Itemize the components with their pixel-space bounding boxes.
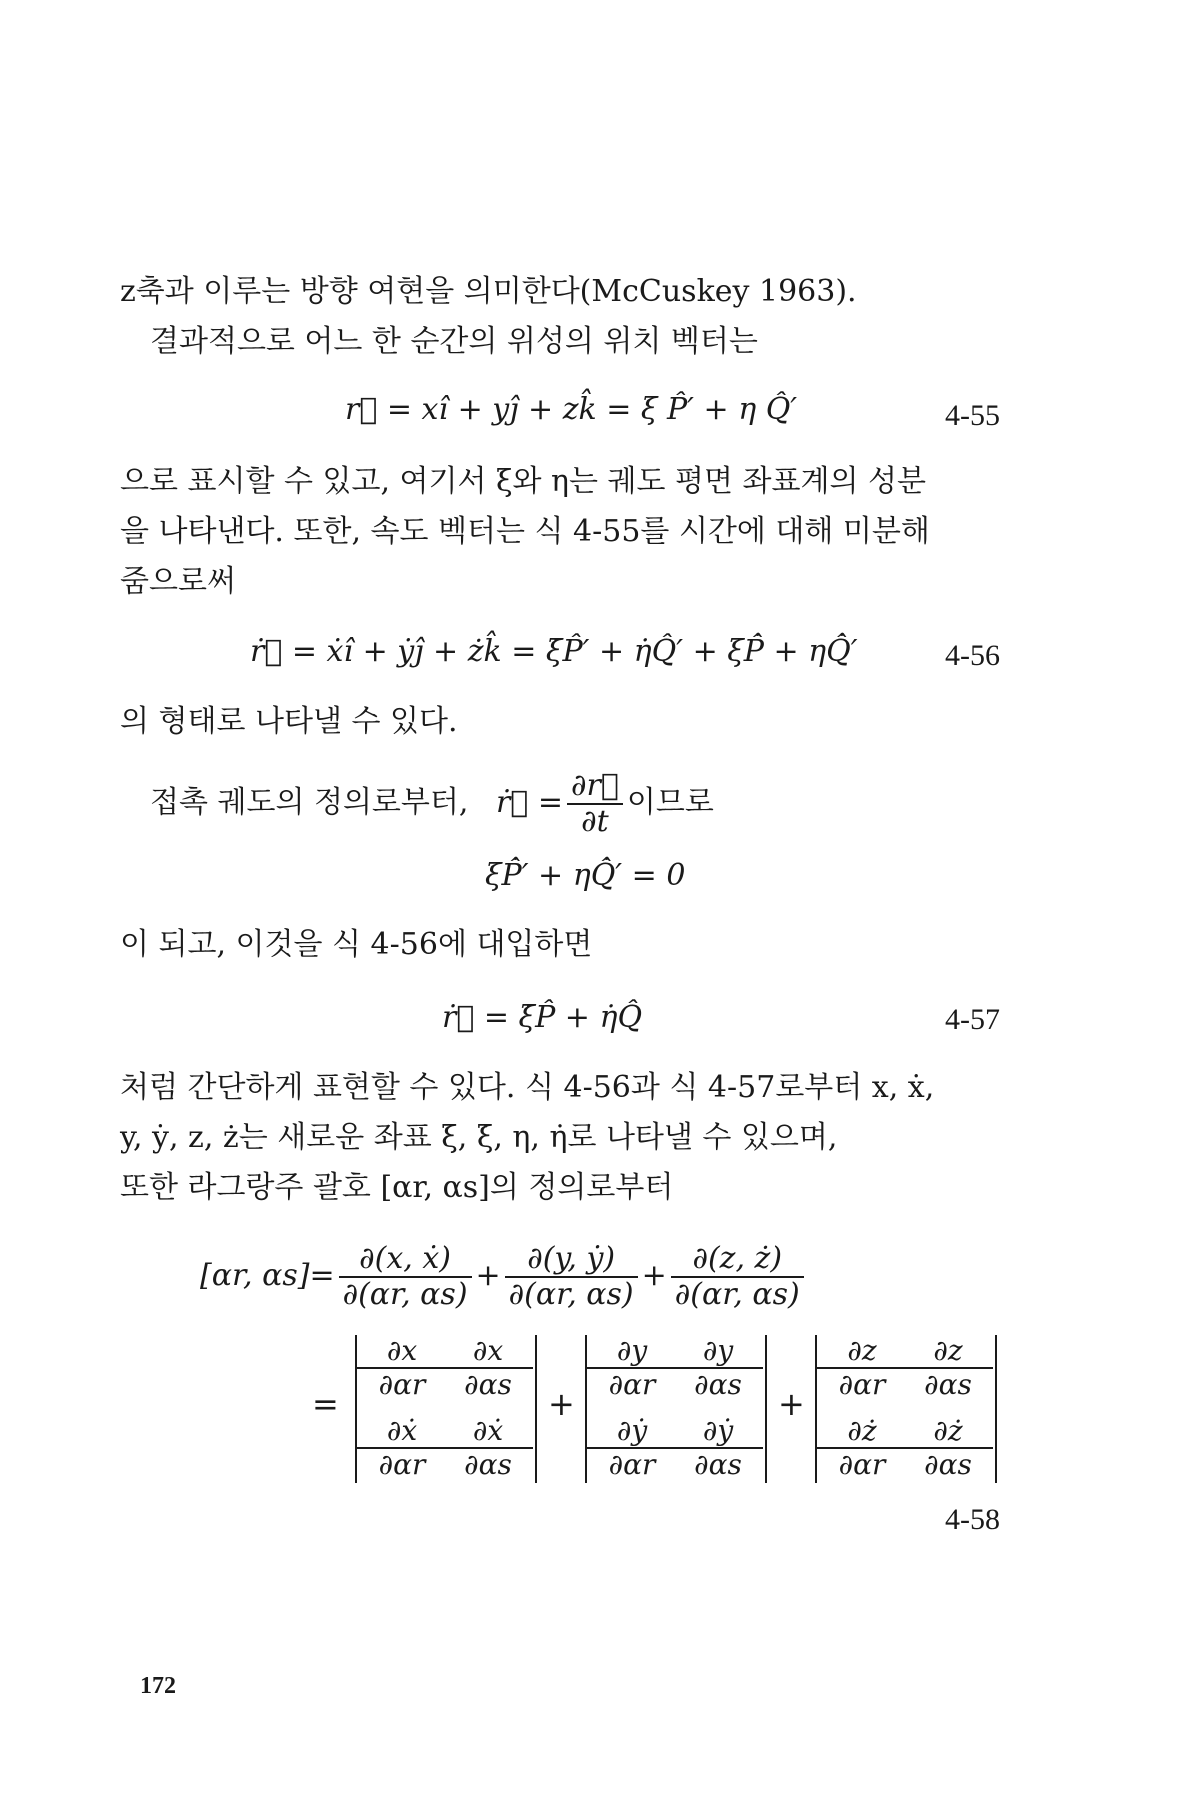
velocity-fraction-denominator: ∂t	[581, 804, 609, 839]
partial-cell: ∂ẋ ∂αr	[357, 1415, 447, 1481]
partial-cell: ∂z ∂αr	[817, 1335, 907, 1401]
velocity-fraction-numerator: ∂r⃗	[567, 769, 623, 805]
jacobian-y-denominator: ∂(αr, αs)	[508, 1277, 634, 1312]
jacobian-z-denominator: ∂(αr, αs)	[674, 1277, 800, 1312]
text-line-7a: 접촉 궤도의 정의로부터,	[150, 785, 469, 820]
text-line-10: y, ẏ, z, ż는 새로운 좌표 ξ, ξ̇, η, η̇로 나타낼 수 있으며,	[120, 1120, 838, 1155]
determinant-bar	[535, 1335, 537, 1483]
equation-number-4-56: 4-56	[945, 639, 1000, 672]
partial-cell: ∂ż ∂αr	[817, 1415, 907, 1481]
partial-cell: ∂ẏ ∂αs	[673, 1415, 763, 1481]
text-line-2: 결과적으로 어느 한 순간의 위성의 위치 벡터는	[150, 324, 758, 359]
partial-cell: ∂z ∂αs	[903, 1335, 993, 1401]
determinant-z	[815, 1335, 995, 1485]
plus-sign: +	[548, 1385, 575, 1423]
velocity-definition-fraction	[567, 769, 623, 839]
jacobian-z-numerator: ∂(z, ż)	[671, 1242, 804, 1278]
text-line-11: 또한 라그랑주 괄호 [αr, αs]의 정의로부터	[120, 1170, 674, 1205]
text-line-7b: 이므로	[626, 785, 714, 820]
equation-4-56: ṙ⃗ = ẋî + ẏĵ + żk̂ = ξ̇P̂′ + η̇Q̂′ + ξP̂̇ + ηQ̂̇′	[250, 634, 858, 669]
jacobian-y-numerator: ∂(y, ẏ)	[505, 1242, 638, 1278]
equation-number-4-58: 4-58	[945, 1503, 1000, 1536]
equals-sign: =	[312, 1385, 339, 1423]
partial-cell: ∂y ∂αr	[587, 1335, 677, 1401]
determinant-y	[585, 1335, 765, 1485]
text-line-7	[150, 768, 1000, 839]
text-line-5: 줌으로써	[120, 564, 236, 599]
text-line-4: 을 나타낸다. 또한, 속도 벡터는 식 4-55를 시간에 대해 미분해	[120, 514, 930, 549]
plus-sign: +	[641, 1258, 667, 1293]
jacobian-x-numerator: ∂(x, ẋ)	[339, 1242, 472, 1278]
text-line-3: 으로 표시할 수 있고, 여기서 ξ와 η는 궤도 평면 좌표계의 성분	[120, 464, 926, 499]
determinant-x	[355, 1335, 535, 1485]
equation-zero-condition: ξP̂̇′ + ηQ̂̇′ = 0	[485, 858, 686, 893]
text-line-9: 처럼 간단하게 표현할 수 있다. 식 4-56과 식 4-57로부터 x, ẋ,	[120, 1070, 935, 1105]
partial-cell: ∂x ∂αs	[443, 1335, 533, 1401]
determinant-bar	[765, 1335, 767, 1483]
plus-sign: +	[778, 1385, 805, 1423]
partial-cell: ∂ẏ ∂αr	[587, 1415, 677, 1481]
partial-cell: ∂x ∂αr	[357, 1335, 447, 1401]
lagrange-bracket-lhs: [αr, αs]=	[200, 1258, 335, 1293]
jacobian-x-denominator: ∂(αr, αs)	[342, 1277, 468, 1312]
lagrange-bracket-definition	[200, 1242, 808, 1312]
partial-cell: ∂y ∂αs	[673, 1335, 763, 1401]
jacobian-term-z	[671, 1242, 804, 1312]
equation-4-55: r⃗ = xî + yĵ + zk̂ = ξ P̂′ + η Q̂′	[345, 392, 798, 427]
determinant-bar	[995, 1335, 997, 1483]
velocity-definition-lhs: ṙ⃗ =	[495, 785, 563, 820]
partial-cell: ∂ẋ ∂αs	[443, 1415, 533, 1481]
partial-cell: ∂ż ∂αs	[903, 1415, 993, 1481]
jacobian-term-y	[505, 1242, 638, 1312]
text-line-6: 의 형태로 나타낼 수 있다.	[120, 704, 458, 739]
equation-number-4-57: 4-57	[945, 1003, 1000, 1036]
equation-4-57: ṙ⃗ = ξ̇P̂ + η̇Q̂	[442, 1000, 643, 1035]
plus-sign: +	[475, 1258, 501, 1293]
page-number: 172	[140, 1673, 176, 1699]
jacobian-term-x	[339, 1242, 472, 1312]
equation-number-4-55: 4-55	[945, 399, 1000, 432]
text-line-8: 이 되고, 이것을 식 4-56에 대입하면	[120, 927, 593, 962]
text-line-1: z축과 이루는 방향 여현을 의미한다(McCuskey 1963).	[120, 274, 857, 309]
